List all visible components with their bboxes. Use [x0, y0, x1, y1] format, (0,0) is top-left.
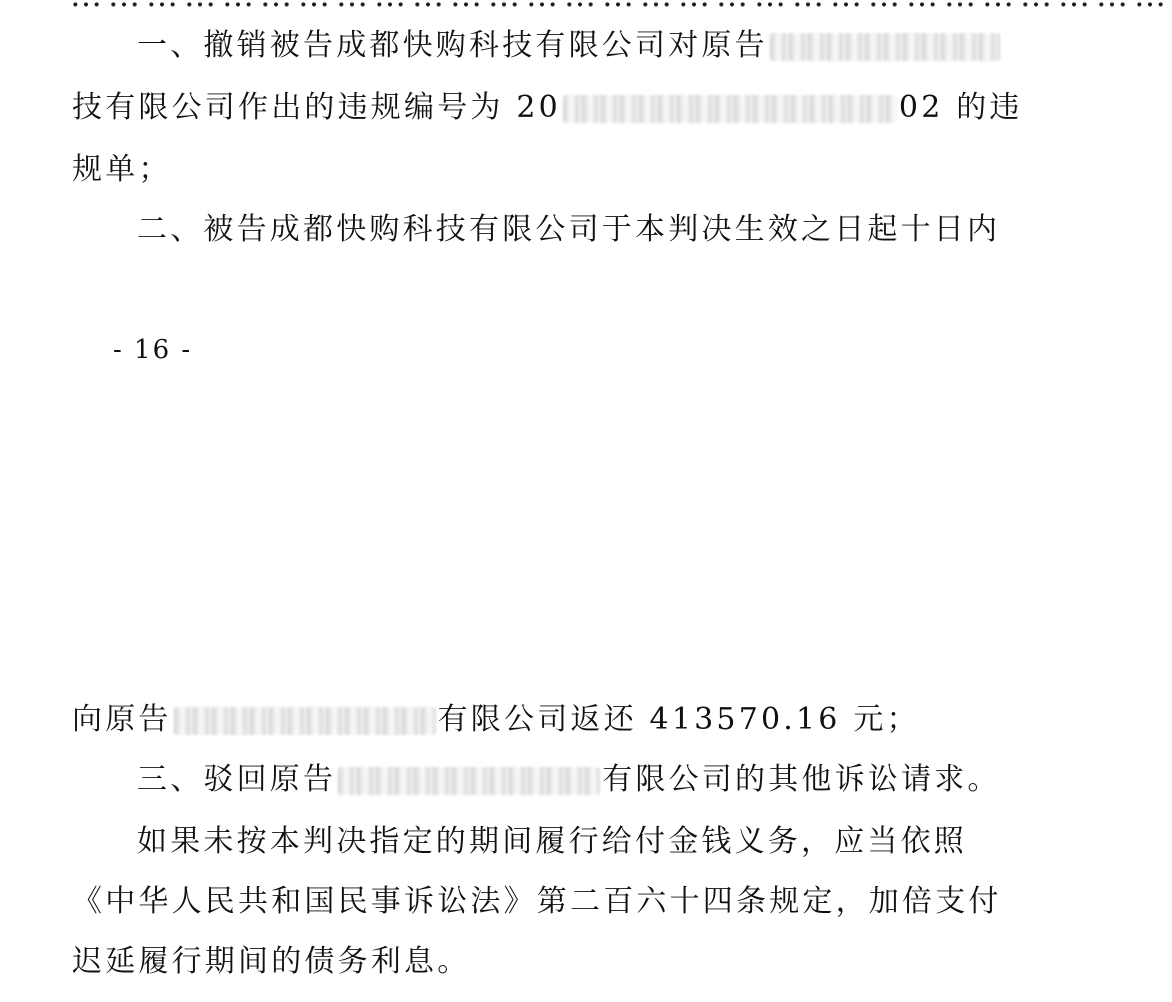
closing-line1: 如果未按本判决指定的期间履行给付金钱义务，应当依照 [137, 824, 967, 859]
item1-line2: 技有限公司作出的违规编号为 20 02 的违 [72, 90, 1023, 125]
closing-line3: 迟延履行期间的债务利息。 [72, 944, 471, 979]
redacted-plaintiff-name [338, 767, 600, 795]
redacted-plaintiff-name [174, 707, 436, 735]
item1-line1: 一、撤销被告成都快购科技有限公司对原告 [137, 26, 1002, 66]
redacted-violation-number [563, 95, 897, 123]
closing-line2: 《中华人民共和国民事诉讼法》第二百六十四条规定，加倍支付 [72, 884, 1002, 919]
item2-continuation: 向原告 有限公司返还 413570.16 元； [72, 702, 920, 737]
page-number: - 16 - [113, 335, 193, 365]
item2-line1: 二、被告成都快购科技有限公司于本判决生效之日起十日内 [137, 212, 1001, 247]
item3-line1: 三、驳回原告 有限公司的其他诉讼请求。 [137, 762, 1001, 797]
redacted-plaintiff-name [770, 33, 1000, 61]
cut-off-previous-line [70, 0, 1000, 6]
item1-line3: 规单； [72, 152, 172, 187]
